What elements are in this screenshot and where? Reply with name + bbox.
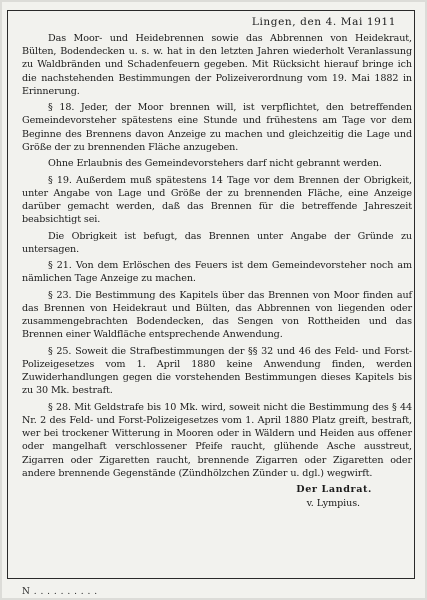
newspaper-clipping: [2, 2, 425, 598]
paragraph-section-19-authority: Die Obrigkeit ist befugt, das Brennen unter Angabe der Gründe zu untersagen.: [22, 230, 412, 255]
paragraph-section-18-permission: Ohne Erlaubnis des Gemeindevorstehers darf nicht gebrannt werden.: [48, 158, 382, 170]
paragraph-intro: Das Moor- und Heidebrennen sowie das Abbrennen von Heidekraut, Bülten, Bodendecken u. s. w. hat in den letzten Jahren wiederholt Veranlassung zu Waldbränden und Schadenfeuern gegeben. Mit Rücksicht hierauf bringe ich die nachstehenden Bestimmungen der Polizeiverordnung vom 19. Mai 1882 in Erinnerung.: [22, 33, 412, 97]
signature-name: v. Lympius.: [306, 498, 360, 510]
paragraph-section-23: § 23. Die Bestimmung des Kapitels über das Brennen von Moor finden auf das Brennen von Heidekraut und Bülten, das Abbrennen von liegenden oder zusammengebrachten Bodendecken, das Sengen von Rottheiden und das Brennen einer Waldfläche entsprechende Anwendung.: [22, 289, 412, 341]
paragraph-section-19: § 19. Außerdem muß spätestens 14 Tage vor dem Brennen der Obrigkeit, unter Angabe von Lage und Größe der zu brennenden Fläche, eine Anzeige darüber gemacht werden, daß das Brennen für die betreffende Jahreszeit beabsichtigt sei.: [22, 174, 412, 226]
paragraph-section-25: § 25. Soweit die Strafbestimmungen der §§ 32 und 46 des Feld- und Forst-Polizeigesetzes vom 1. April 1880 keine Anwendung finden, werden Zuwiderhandlungen gegen die vorstehenden Bestimmungen dieses Kapitels bis zu 30 Mk. bestraft.: [22, 345, 412, 397]
paragraph-section-28: § 28. Mit Geldstrafe bis 10 Mk. wird, soweit nicht die Bestimmung des § 44 Nr. 2 des Feld- und Forst-Polizeigesetzes vom 1. April 1880 Platz greift, bestraft, wer bei trockener Witterung in Mooren oder in Wäldern und Heiden aus offener oder mangelhaft verschlossener Pfeife raucht, glühende Asche ausstreut, Zigarren oder Zigaretten raucht, brennende Zigarren oder Zigaretten oder andere brennende Gegenstände (Zündhölzchen Zünder u. dgl.) wegwirft.: [22, 401, 412, 479]
paragraph-section-21: § 21. Von dem Erlöschen des Feuers ist dem Gemeindevorsteher noch am nämlichen Tage Anzeige zu machen.: [22, 260, 412, 285]
paragraph-section-18: § 18. Jeder, der Moor brennen will, ist verpflichtet, den betreffenden Gemeindevorsteher spätestens eine Stunde und frühestens am Tage vor dem Beginne des Brennens davon Anzeige zu machen und gleichzeitig die Lage und Größe der zu brennenden Fläche anzugeben.: [22, 102, 412, 153]
dateline: Lingen, den 4. Mai 1911: [251, 16, 396, 28]
notice-body: [22, 15, 412, 511]
notice-frame: [7, 10, 415, 579]
next-notice-fragment: N . . . . . . . . . .: [22, 587, 98, 597]
signature-block: [22, 483, 372, 511]
signature-title: Der Landrat.: [296, 484, 372, 496]
